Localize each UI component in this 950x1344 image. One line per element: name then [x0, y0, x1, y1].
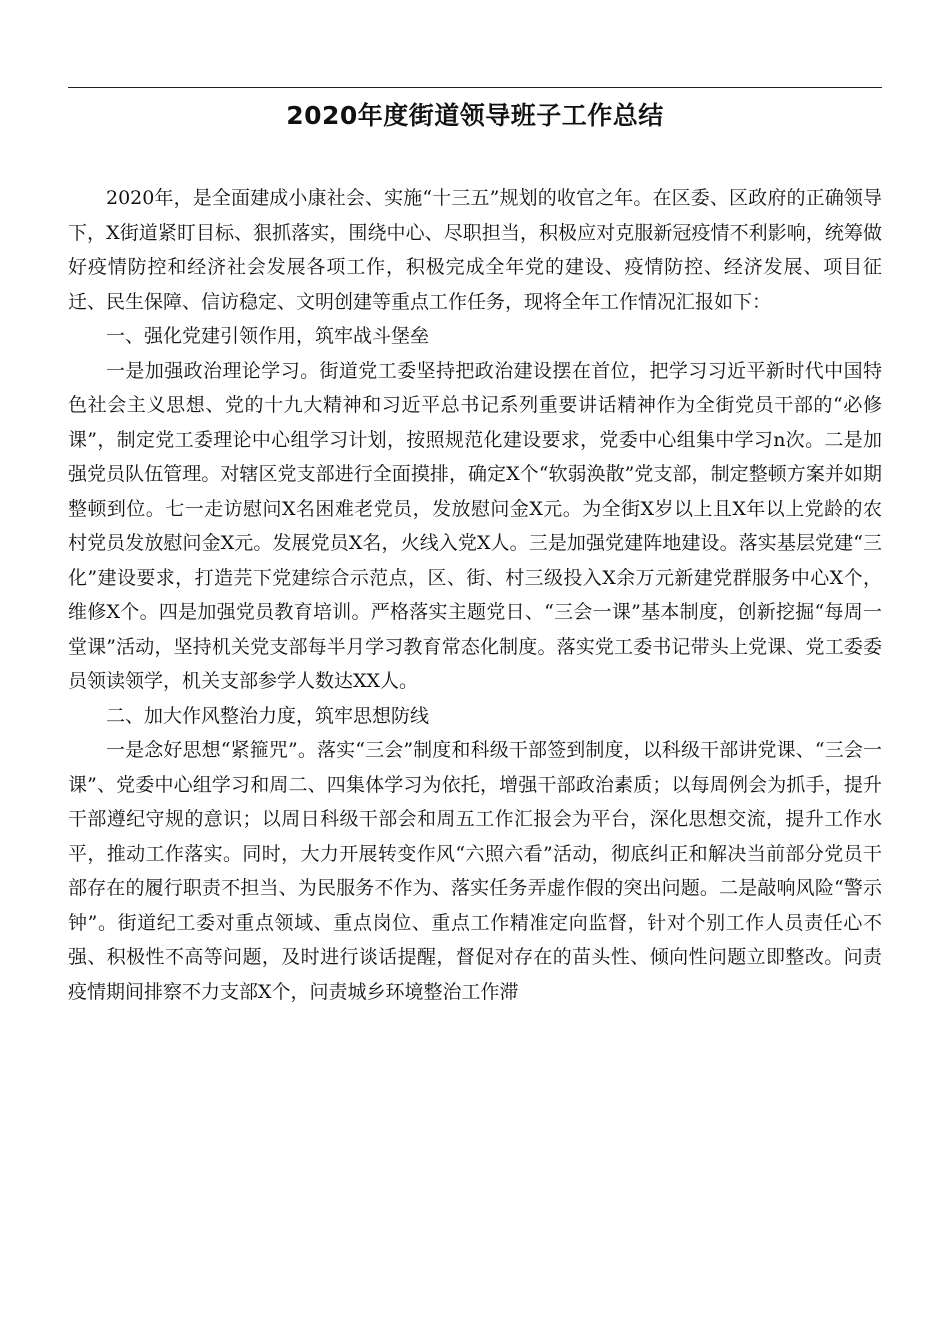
document-body — [68, 181, 882, 1009]
section-heading-1: 一、强化党建引领作用，筑牢战斗堡垒 — [106, 325, 430, 347]
document-title: 2020年度街道领导班子工作总结 — [286, 101, 664, 130]
section-2-paragraph: 一是念好思想“紧箍咒”。落实“三会”制度和科级干部签到制度，以科级干部讲党课、“三会一课”、党委中心组学习和周二、四集体学习为依托，增强干部政治素质；以每周例会为抓手，提升干部遵纪守规的意识；以周日科级干部会和周五工作汇报会为平台，深化思想交流，提升工作水平，推动工作落实。同时，大力开展转变作风“六照六看”活动，彻底纠正和解决当前部分党员干部存在的履行职责不担当、为民服务不作为、落实任务弄虚作假的突出问题。二是敲响风险“警示钟”。街道纪工委对重点领域、重点岗位、重点工作精准定向监督，针对个别工作人员责任心不强、积极性不高等问题，及时进行谈话提醒，督促对存在的苗头性、倾向性问题立即整改。问责疫情期间排察不力支部X个，问责城乡环境整治工作滞 — [68, 739, 882, 1003]
intro-paragraph: 2020年，是全面建成小康社会、实施“十三五”规划的收官之年。在区委、区政府的正确领导下，X街道紧盯目标、狠抓落实，围绕中心、尽职担当，积极应对克服新冠疫情不利影响，统筹做好疫情防控和经济社会发展各项工作，积极完成全年党的建设、疫情防控、经济发展、项目征迁、民生保障、信访稳定、文明创建等重点工作任务，现将全年工作情况汇报如下： — [68, 187, 882, 313]
section-heading-2: 二、加大作风整治力度，筑牢思想防线 — [106, 704, 430, 727]
section-1-paragraph: 一是加强政治理论学习。街道党工委坚持把政治建设摆在首位，把学习习近平新时代中国特色社会主义思想、党的十九大精神和习近平总书记系列重要讲话精神作为全街党员干部的“必修课”，制定党工委理论中心组学习计划，按照规范化建设要求，党委中心组集中学习n次。二是加强党员队伍管理。对辖区党支部进行全面摸排，确定X个“软弱涣散”党支部，制定整顿方案并如期整顿到位。七一走访慰问X名困难老党员，发放慰问金X元。为全街X岁以上且X年以上党龄的农村党员发放慰问金X元。发展党员X名，火线入党X人。三是加强党建阵地建设。落实基层党建“三化”建设要求，打造芫下党建综合示范点，区、街、村三级投入X余万元新建党群服务中心X个，维修X个。四是加强党员教育培训。严格落实主题党日、“三会一课”基本制度，创新挖掘“每周一堂课”活动，坚持机关党支部每半月学习教育常态化制度。落实党工委书记带头上党课、党工委委员领读领学，机关支部参学人数达XX人。 — [68, 359, 882, 692]
header-rule — [68, 87, 882, 88]
